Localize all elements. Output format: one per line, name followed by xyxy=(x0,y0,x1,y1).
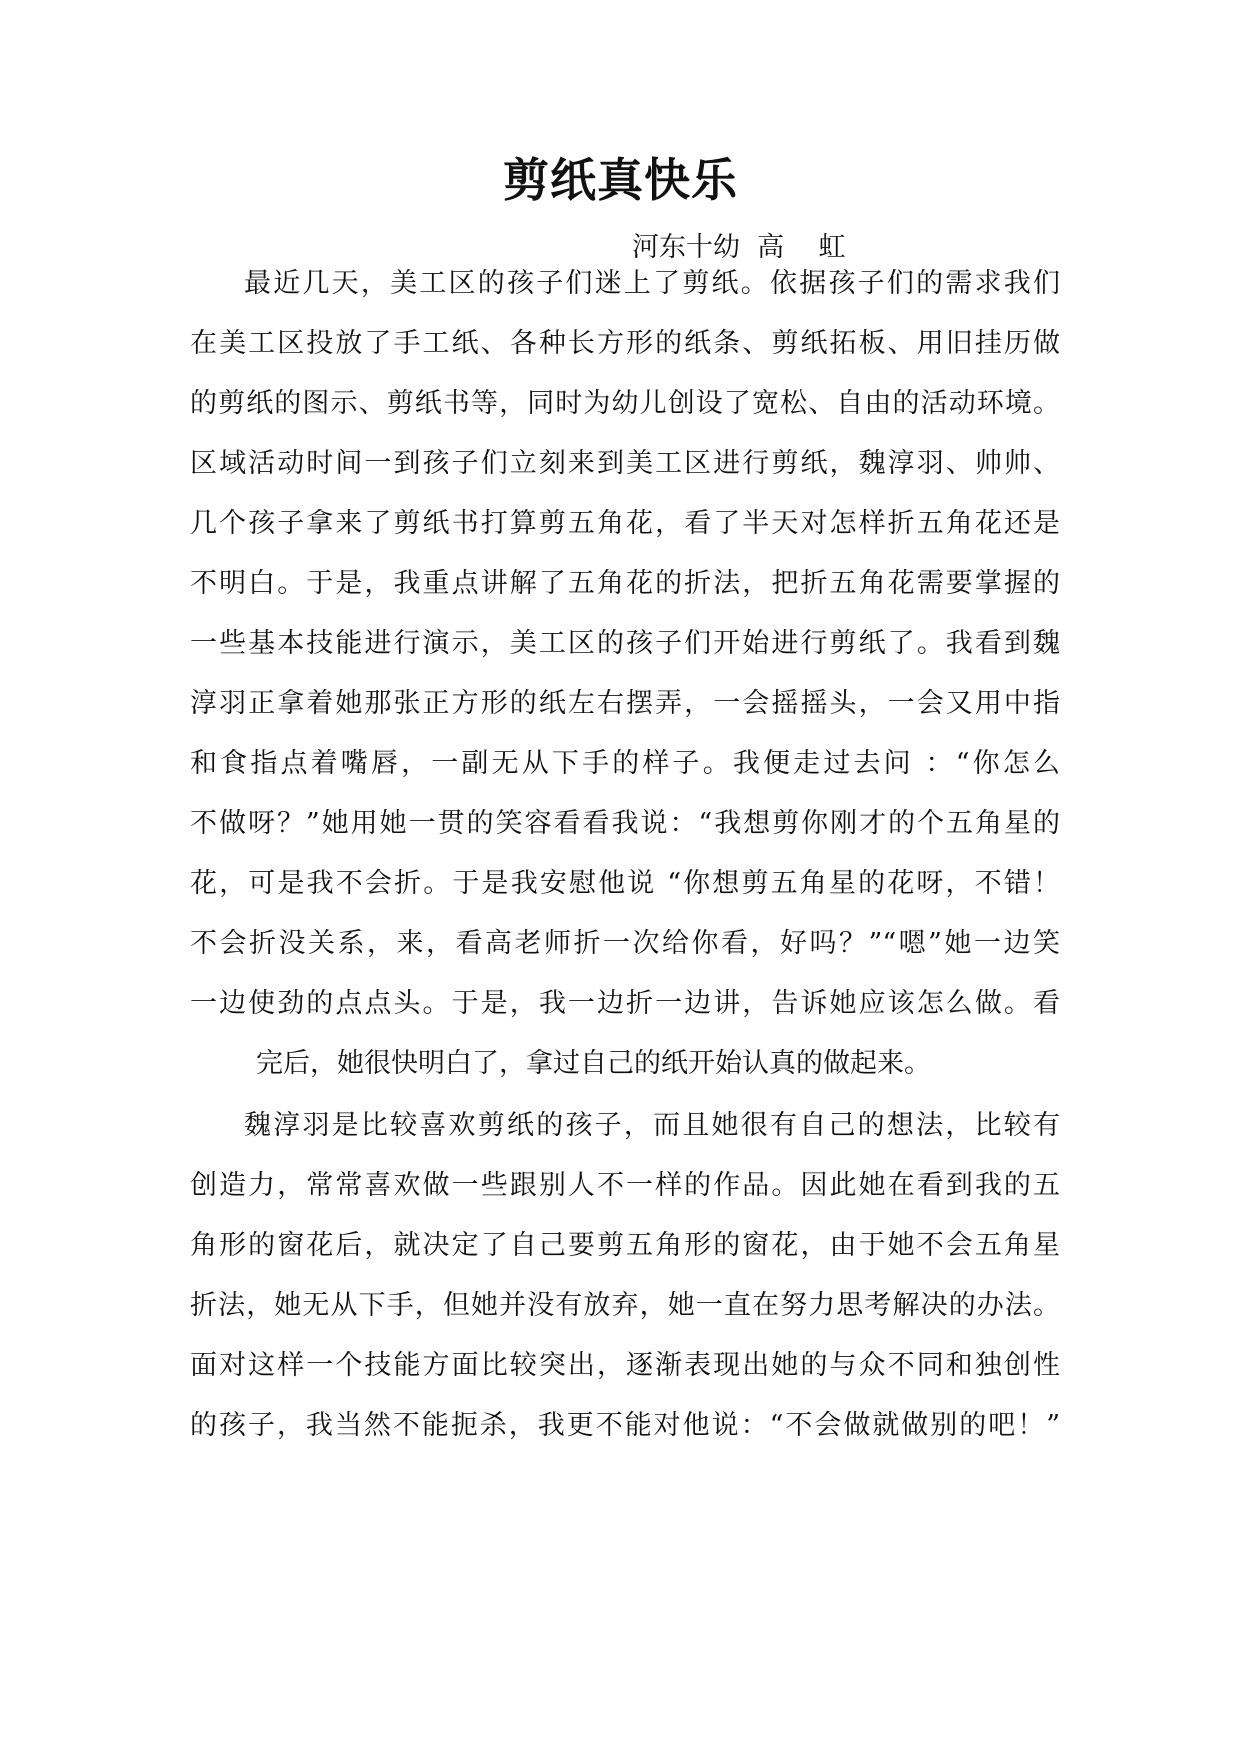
paragraph-line: 区域活动时间一到孩子们立刻来到美工区进行剪纸，魏淳羽、帅帅、 xyxy=(190,448,1060,479)
document-title: 剪纸真快乐 xyxy=(503,153,738,207)
document-author: 河东十幼 高 虹 xyxy=(632,232,846,263)
paragraph-line: 几个孩子拿来了剪纸书打算剪五角花，看了半天对怎样折五角花还是 xyxy=(190,508,1060,539)
paragraph-line: 角形的窗花后，就决定了自己要剪五角形的窗花，由于她不会五角星 xyxy=(190,1230,1060,1261)
paragraph-line: 折法，她无从下手，但她并没有放弃，她一直在努力思考解决的办法。 xyxy=(190,1290,1060,1321)
paragraph-line: 不明白。于是，我重点讲解了五角花的折法，把折五角花需要掌握的 xyxy=(190,568,1060,599)
paragraph-line: 在美工区投放了手工纸、各种长方形的纸条、剪纸拓板、用旧挂历做 xyxy=(190,328,1060,359)
paragraph-line: 魏淳羽是比较喜欢剪纸的孩子，而且她很有自己的想法，比较有 xyxy=(244,1110,1060,1141)
paragraph-line: 花，可是我不会折。于是我安慰他说 “你想剪五角星的花呀，不错！ xyxy=(190,868,1060,899)
paragraph-line: 面对这样一个技能方面比较突出，逐渐表现出她的与众不同和独创性 xyxy=(190,1350,1060,1381)
paragraph-line: 一些基本技能进行演示，美工区的孩子们开始进行剪纸了。我看到魏 xyxy=(190,628,1060,659)
paragraph-line: 最近几天，美工区的孩子们迷上了剪纸。依据孩子们的需求我们 xyxy=(244,268,1060,299)
paragraph-line: 和食指点着嘴唇，一副无从下手的样子。我便走过去问 ：“你怎么 xyxy=(190,748,1060,779)
paragraph-line: 淳羽正拿着她那张正方形的纸左右摆弄，一会摇摇头，一会又用中指 xyxy=(190,688,1060,719)
paragraph-line: 创造力，常常喜欢做一些跟别人不一样的作品。因此她在看到我的五 xyxy=(190,1170,1060,1201)
paragraph-line: 的剪纸的图示、剪纸书等，同时为幼儿创设了宽松、自由的活动环境。 xyxy=(190,388,1060,419)
paragraph-line: 不做呀？”她用她一贯的笑容看看我说：“我想剪你刚才的个五角星的 xyxy=(190,808,1060,839)
paragraph-line: 的孩子，我当然不能扼杀，我更不能对他说：“不会做就做别的吧！” xyxy=(190,1410,1060,1441)
paragraph-line: 完后，她很快明白了，拿过自己的纸开始认真的做起来。 xyxy=(256,1048,931,1079)
paragraph-line: 一边使劲的点点头。于是，我一边折一边讲，告诉她应该怎么做。看 xyxy=(190,988,1060,1019)
paragraph-line: 不会折没关系，来，看高老师折一次给你看，好吗？”“嗯”她一边笑 xyxy=(190,928,1060,959)
